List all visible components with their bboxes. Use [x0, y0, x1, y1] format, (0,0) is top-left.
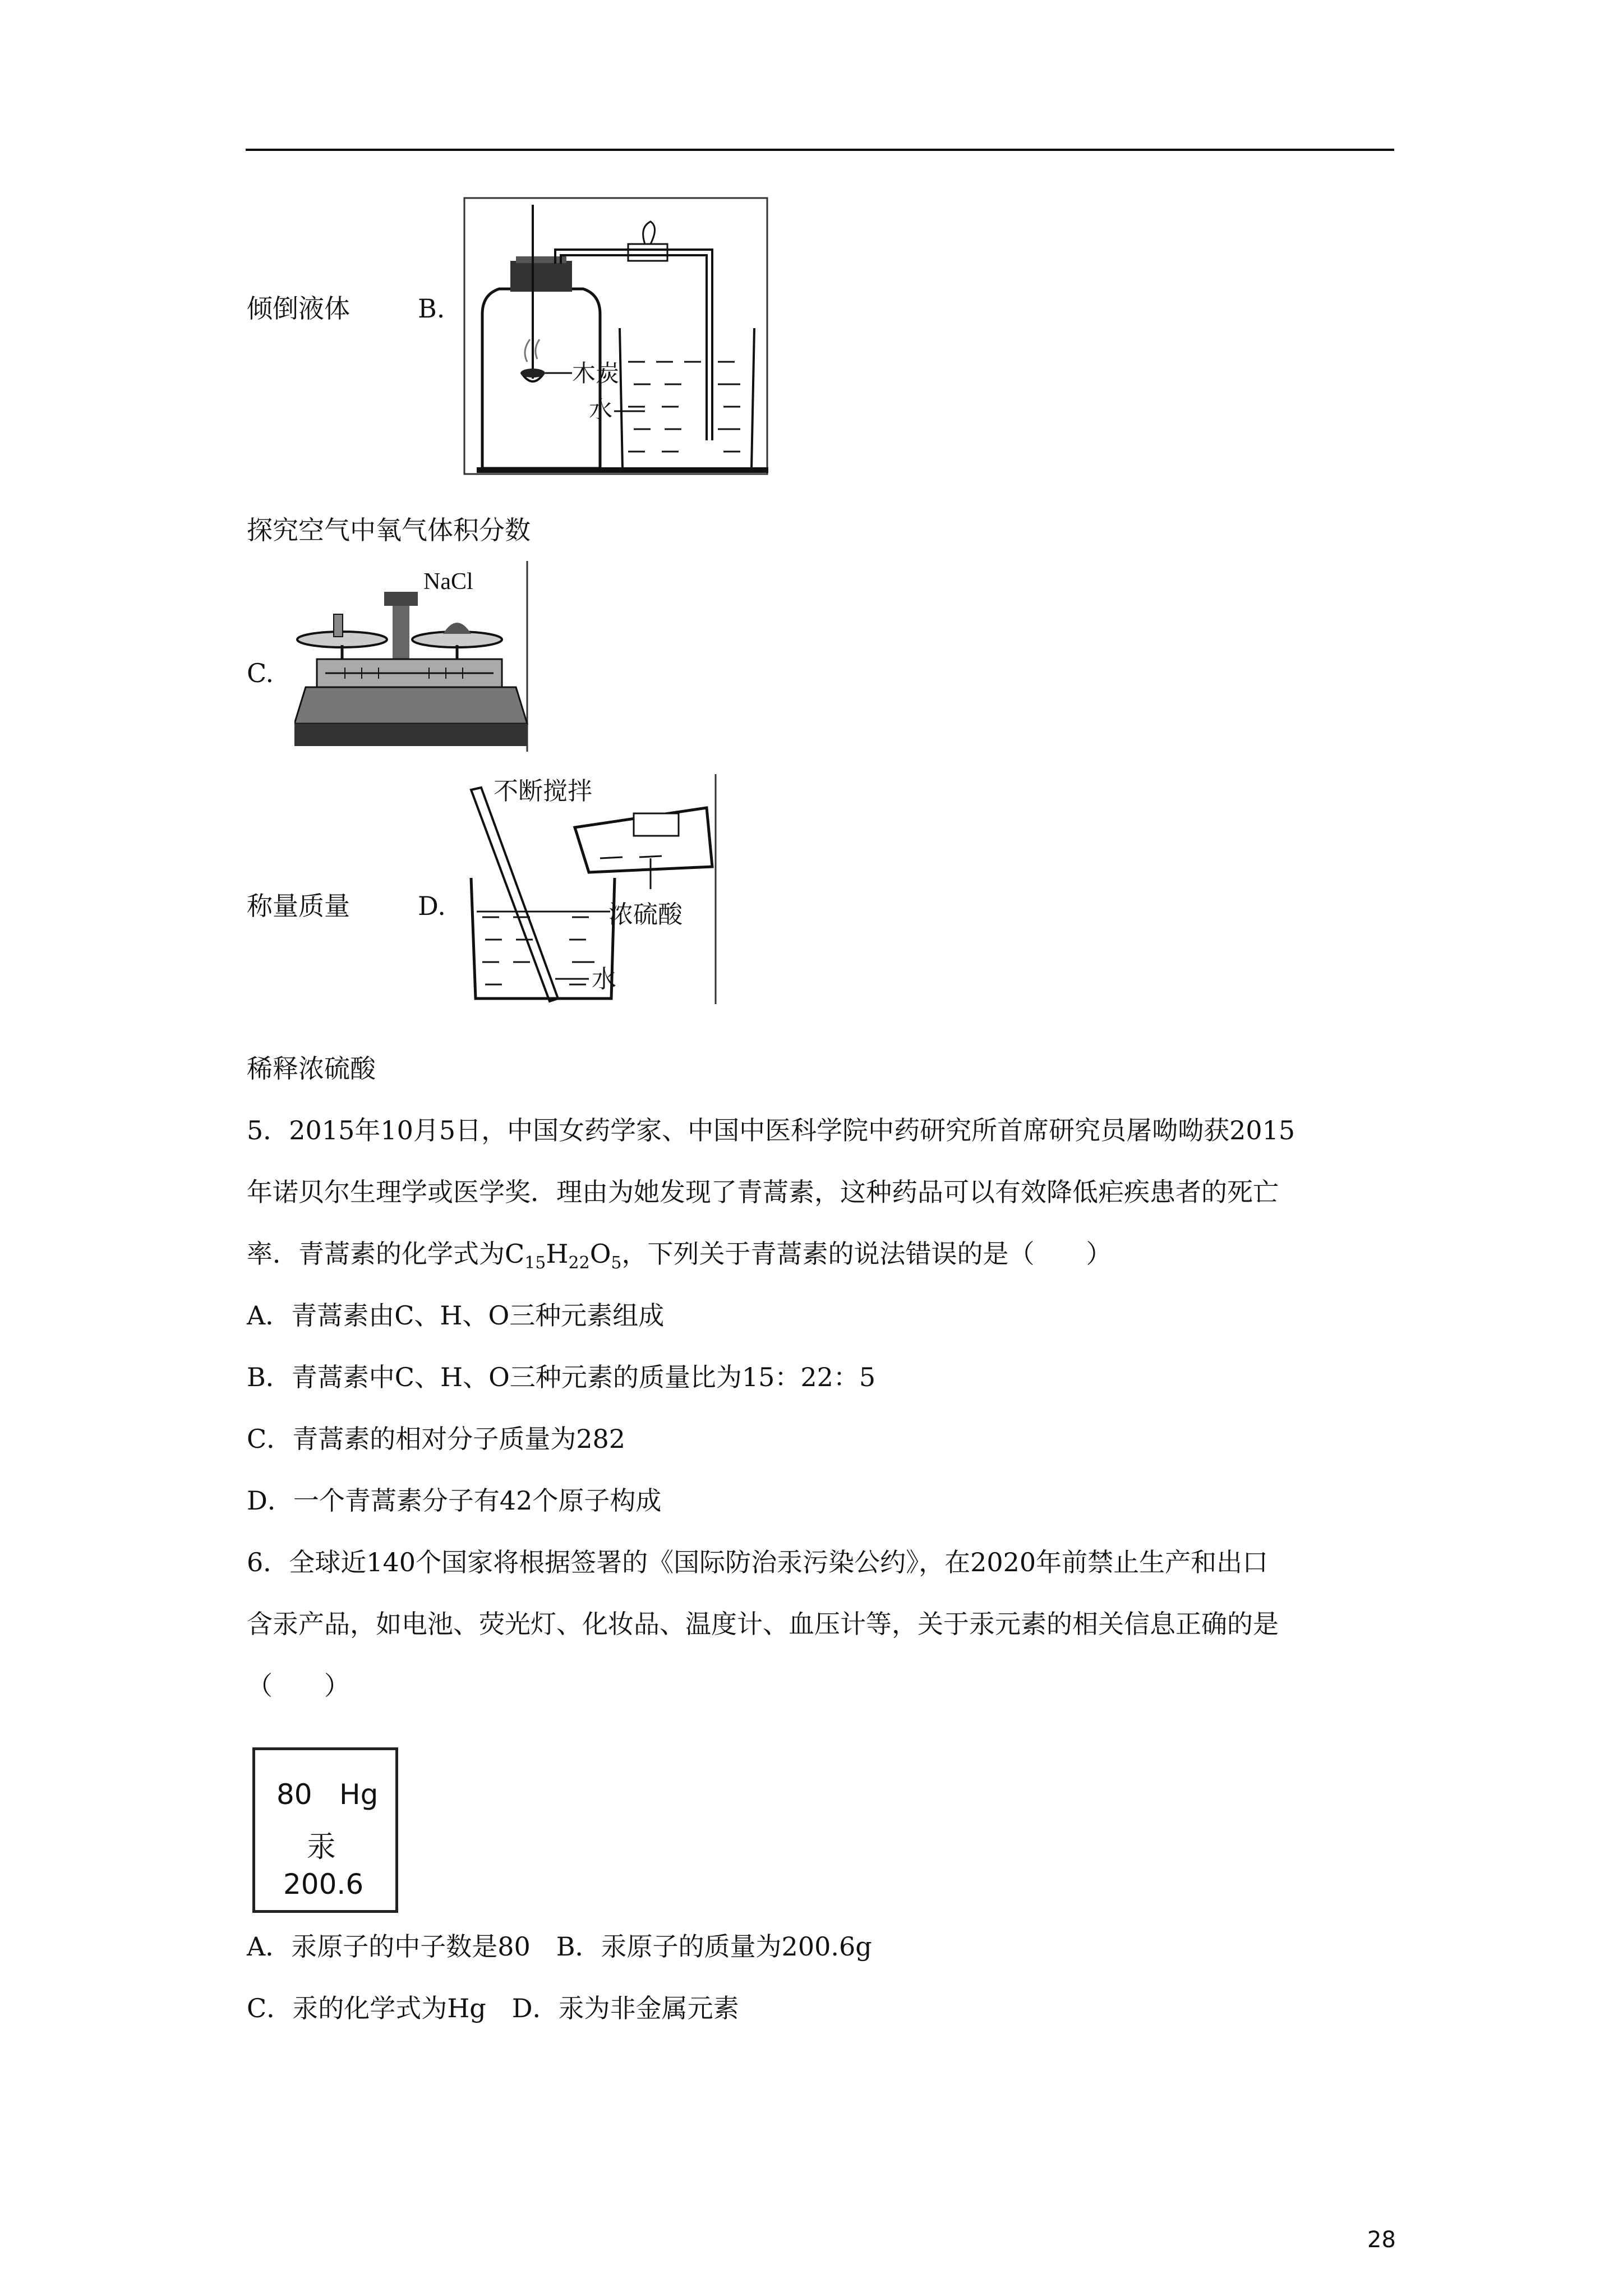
q5-line1: 5．2015年10月5日，中国女药学家、中国中医科学院中药研究所首席研究员屠呦呦获2015: [247, 1115, 1295, 1145]
q4-b-caption: 探究空气中氧气体积分数: [247, 515, 531, 545]
q6-options-ab: A．汞原子的中子数是80 B．汞原子的质量为200.6g: [247, 1931, 872, 1962]
element-symbol: Hg: [339, 1778, 379, 1811]
q4-d-label: D.: [418, 891, 446, 921]
charcoal-label: 木炭: [572, 360, 620, 387]
page-number: 28: [1367, 2227, 1396, 2253]
q4-b-label: B.: [418, 293, 445, 324]
dilute-sulfuric-acid-figure: [460, 774, 718, 1004]
q4-a-caption: 倾倒液体: [247, 293, 350, 324]
nacl-label: NaCl: [423, 569, 473, 595]
q5-option-d: D．一个青蒿素分子有42个原子构成: [247, 1485, 662, 1516]
q5-line3: 率．青蒿素的化学式为$C_{15}H_{22}O_5$，下列关于青蒿素的说法错误的是（ ）: [247, 1239, 1112, 1273]
water-label-b: 水: [589, 396, 613, 424]
q5-line2: 年诺贝尔生理学或医学奖．理由为她发现了青蒿素，这种药品可以有效降低疟疾患者的死亡: [247, 1177, 1279, 1207]
q6-line1: 6．全球近140个国家将根据签署的《国际防治汞污染公约》，在2020年前禁止生产和出口: [247, 1547, 1269, 1577]
element-number: 80: [276, 1778, 312, 1811]
balance-scale-figure: [294, 561, 530, 752]
mercury-element-card: [252, 1747, 398, 1913]
q5-option-b: B．青蒿素中C、H、O三种元素的质量比为15：22：5: [247, 1362, 876, 1392]
water-label-d: 水: [592, 965, 616, 993]
q6-line3: （ ）: [247, 1671, 350, 1701]
q5-option-a: A．青蒿素由C、H、O三种元素组成: [247, 1300, 665, 1331]
stir-label: 不断搅拌: [494, 777, 592, 806]
q4-d-caption: 稀释浓硫酸: [247, 1053, 376, 1084]
q4-c-label: C.: [247, 658, 274, 688]
q5-option-c: C．青蒿素的相对分子质量为282: [247, 1424, 625, 1454]
element-mass: 200.6: [283, 1868, 364, 1901]
q6-options-cd: C．汞的化学式为Hg D．汞为非金属元素: [247, 1993, 739, 2023]
q6-line2: 含汞产品，如电池、荧光灯、化妆品、温度计、血压计等，关于汞元素的相关信息正确的是: [247, 1609, 1279, 1639]
charcoal-oxygen-apparatus-figure: [460, 194, 774, 480]
header-rule: [246, 149, 1394, 151]
acid-label: 浓硫酸: [608, 900, 683, 929]
element-name: 汞: [307, 1830, 336, 1864]
q4-c-caption: 称量质量: [247, 891, 350, 921]
